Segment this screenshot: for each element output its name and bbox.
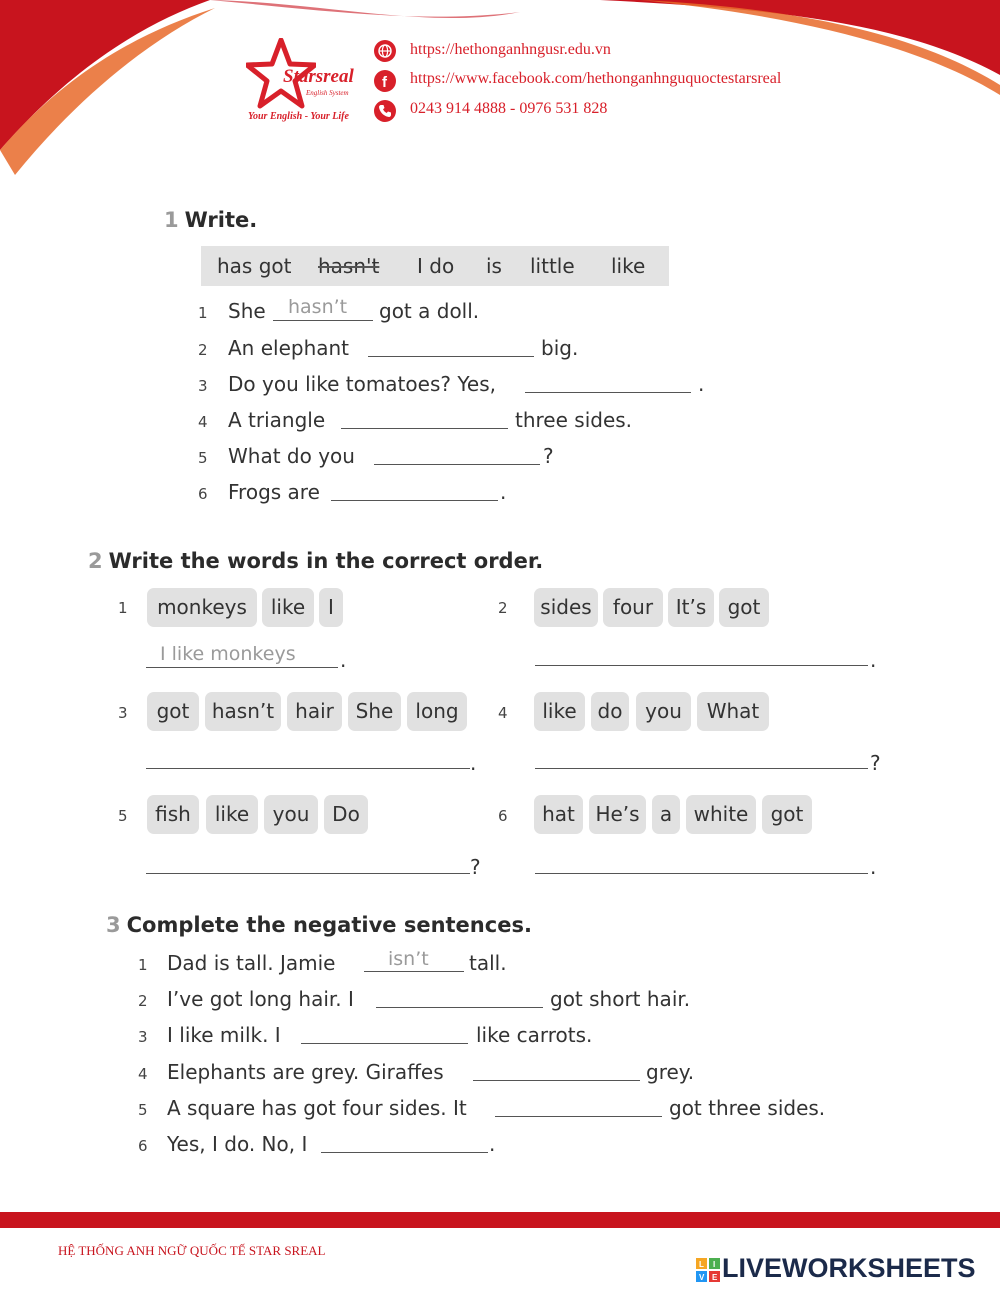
sentence-end: ? [543, 444, 554, 468]
exercise-1-title [164, 208, 257, 232]
sentence-end-mark: . [470, 751, 477, 775]
sentence-end: three sides. [515, 408, 633, 432]
word-bank-word: little [530, 254, 575, 278]
answer-blank[interactable] [321, 1152, 488, 1153]
word-chip[interactable]: hair [287, 692, 342, 731]
answer-blank[interactable] [495, 1116, 662, 1117]
answer-blank[interactable] [368, 356, 534, 357]
exercise-number: 1 [164, 208, 179, 232]
word-chip[interactable]: you [636, 692, 691, 731]
item-number: 5 [198, 449, 208, 467]
answer-blank[interactable] [525, 392, 691, 393]
svg-text:f: f [382, 74, 387, 91]
word-chip[interactable]: like [262, 588, 314, 627]
sentence-end: got three sides. [669, 1096, 826, 1120]
word-chip[interactable]: a [652, 795, 680, 834]
sentence-end: got a doll. [379, 299, 480, 323]
answer-line[interactable] [535, 665, 868, 666]
sentence-end-mark: . [870, 648, 877, 672]
exercise-number: 2 [88, 549, 103, 573]
sentence-end-mark: . [340, 648, 347, 672]
word-chip[interactable]: got [719, 588, 769, 627]
item-number: 2 [198, 341, 208, 359]
answer-line[interactable] [535, 873, 868, 874]
globe-icon [374, 40, 396, 62]
item-number: 6 [138, 1137, 148, 1155]
word-chip[interactable]: sides [534, 588, 598, 627]
facebook-link[interactable]: https://www.facebook.com/hethonganhnguquoctestarsreal [410, 70, 782, 87]
item-number: 4 [138, 1065, 148, 1083]
item-number: 1 [138, 956, 148, 974]
answer-blank[interactable] [331, 500, 498, 501]
item-number: 2 [138, 992, 148, 1010]
sentence-start: A triangle [228, 408, 326, 432]
answer-blank[interactable] [301, 1043, 468, 1044]
sentence-start: What do you [228, 444, 355, 468]
word-chip[interactable]: It’s [668, 588, 714, 627]
example-answer: isn’t [388, 948, 429, 970]
word-chip[interactable]: fish [147, 795, 199, 834]
sentence-start: She [228, 299, 266, 323]
word-chip[interactable]: She [348, 692, 401, 731]
logo-name: Starsreal [283, 66, 354, 87]
word-chip[interactable]: you [264, 795, 318, 834]
sentence-end: got short hair. [550, 987, 691, 1011]
answer-blank[interactable] [341, 428, 508, 429]
sentence-start: An elephant [228, 336, 350, 360]
logo-subtitle: English System [306, 89, 349, 97]
exercise-title-text: Write the words in the correct order. [108, 549, 544, 573]
word-chip[interactable]: Do [324, 795, 368, 834]
word-chip[interactable]: hasn’t [205, 692, 281, 731]
word-bank-word: like [611, 254, 646, 278]
exercise-title-text: Complete the negative sentences. [126, 913, 532, 937]
word-chip[interactable]: He’s [589, 795, 646, 834]
answer-line[interactable] [146, 768, 470, 769]
sentence-end: grey. [646, 1060, 695, 1084]
exercise-3-title [106, 913, 532, 937]
logo-icon-letter-e: E [712, 1273, 718, 1282]
word-chip[interactable]: monkeys [147, 588, 257, 627]
item-number: 5 [118, 807, 128, 825]
footer-school-name: HỆ THỐNG ANH NGỮ QUỐC TẾ STAR SREAL [58, 1243, 326, 1258]
answer-blank[interactable] [473, 1080, 640, 1081]
logo-icon-letter-v: V [699, 1273, 705, 1282]
exercise-2-title [88, 549, 543, 573]
sentence-start: Elephants are grey. Giraffes [167, 1060, 444, 1084]
sentence-start: Dad is tall. Jamie [167, 951, 336, 975]
answer-blank[interactable] [374, 464, 540, 465]
word-chip[interactable]: got [762, 795, 812, 834]
example-answer: I like monkeys [160, 643, 296, 665]
sentence-end-mark: . [870, 855, 877, 879]
word-chip[interactable]: long [407, 692, 467, 731]
sentence-start: A square has got four sides. It [167, 1096, 467, 1120]
word-bank-word-used: hasn't [318, 254, 380, 278]
sentence-end: . [489, 1132, 496, 1156]
sentence-end-mark: ? [870, 751, 881, 775]
sentence-end: . [500, 480, 507, 504]
answer-blank[interactable] [364, 971, 464, 972]
word-chip[interactable]: What [697, 692, 769, 731]
sentence-start: Do you like tomatoes? Yes, [228, 372, 496, 396]
item-number: 1 [198, 304, 208, 322]
sentence-end-mark: ? [470, 855, 481, 879]
sentence-start: Frogs are [228, 480, 320, 504]
answer-line[interactable] [535, 768, 868, 769]
sentence-end: tall. [469, 951, 507, 975]
exercise-number: 3 [106, 913, 121, 937]
sentence-end: . [698, 372, 705, 396]
item-number: 4 [198, 413, 208, 431]
website-link[interactable]: https://hethonganhngusr.edu.vn [410, 41, 611, 58]
item-number: 3 [198, 377, 208, 395]
sentence-start: I like milk. I [167, 1023, 281, 1047]
sentence-start: I’ve got long hair. I [167, 987, 354, 1011]
word-chip[interactable]: hat [534, 795, 583, 834]
word-bank-word: has got [217, 254, 292, 278]
answer-line[interactable] [146, 873, 470, 874]
sentence-end: like carrots. [476, 1023, 593, 1047]
item-number: 6 [198, 485, 208, 503]
word-chip[interactable]: like [534, 692, 585, 731]
word-chip[interactable]: like [206, 795, 258, 834]
word-bank-word: is [486, 254, 502, 278]
logo-tagline: Your English - Your Life [248, 111, 349, 122]
word-bank-word: I do [417, 254, 455, 278]
item-number: 6 [498, 807, 508, 825]
sentence-start: Yes, I do. No, I [167, 1132, 308, 1156]
phone-icon [374, 100, 396, 122]
example-answer: hasn’t [288, 296, 348, 318]
word-chip[interactable]: I [319, 588, 343, 627]
facebook-icon [374, 70, 396, 92]
word-chip[interactable]: do [591, 692, 629, 731]
exercise-title-text: Write. [184, 208, 258, 232]
word-chip[interactable]: white [686, 795, 756, 834]
answer-line[interactable] [146, 667, 338, 668]
item-number: 2 [498, 599, 508, 617]
liveworksheets-logo-icon [696, 1258, 720, 1282]
footer-bar [0, 1212, 1000, 1228]
word-chip[interactable]: got [147, 692, 199, 731]
item-number: 3 [138, 1028, 148, 1046]
item-number: 1 [118, 599, 128, 617]
logo-icon-letter-i: I [713, 1260, 716, 1269]
item-number: 4 [498, 704, 508, 722]
liveworksheets-brand[interactable]: LIVEWORKSHEETS [722, 1253, 976, 1283]
item-number: 3 [118, 704, 128, 722]
logo-icon-letter-l: L [699, 1260, 704, 1269]
sentence-end: big. [541, 336, 579, 360]
word-chip[interactable]: four [603, 588, 663, 627]
answer-blank[interactable] [376, 1007, 543, 1008]
answer-blank[interactable] [273, 320, 373, 321]
item-number: 5 [138, 1101, 148, 1119]
phone-numbers: 0243 914 4888 - 0976 531 828 [410, 100, 608, 117]
